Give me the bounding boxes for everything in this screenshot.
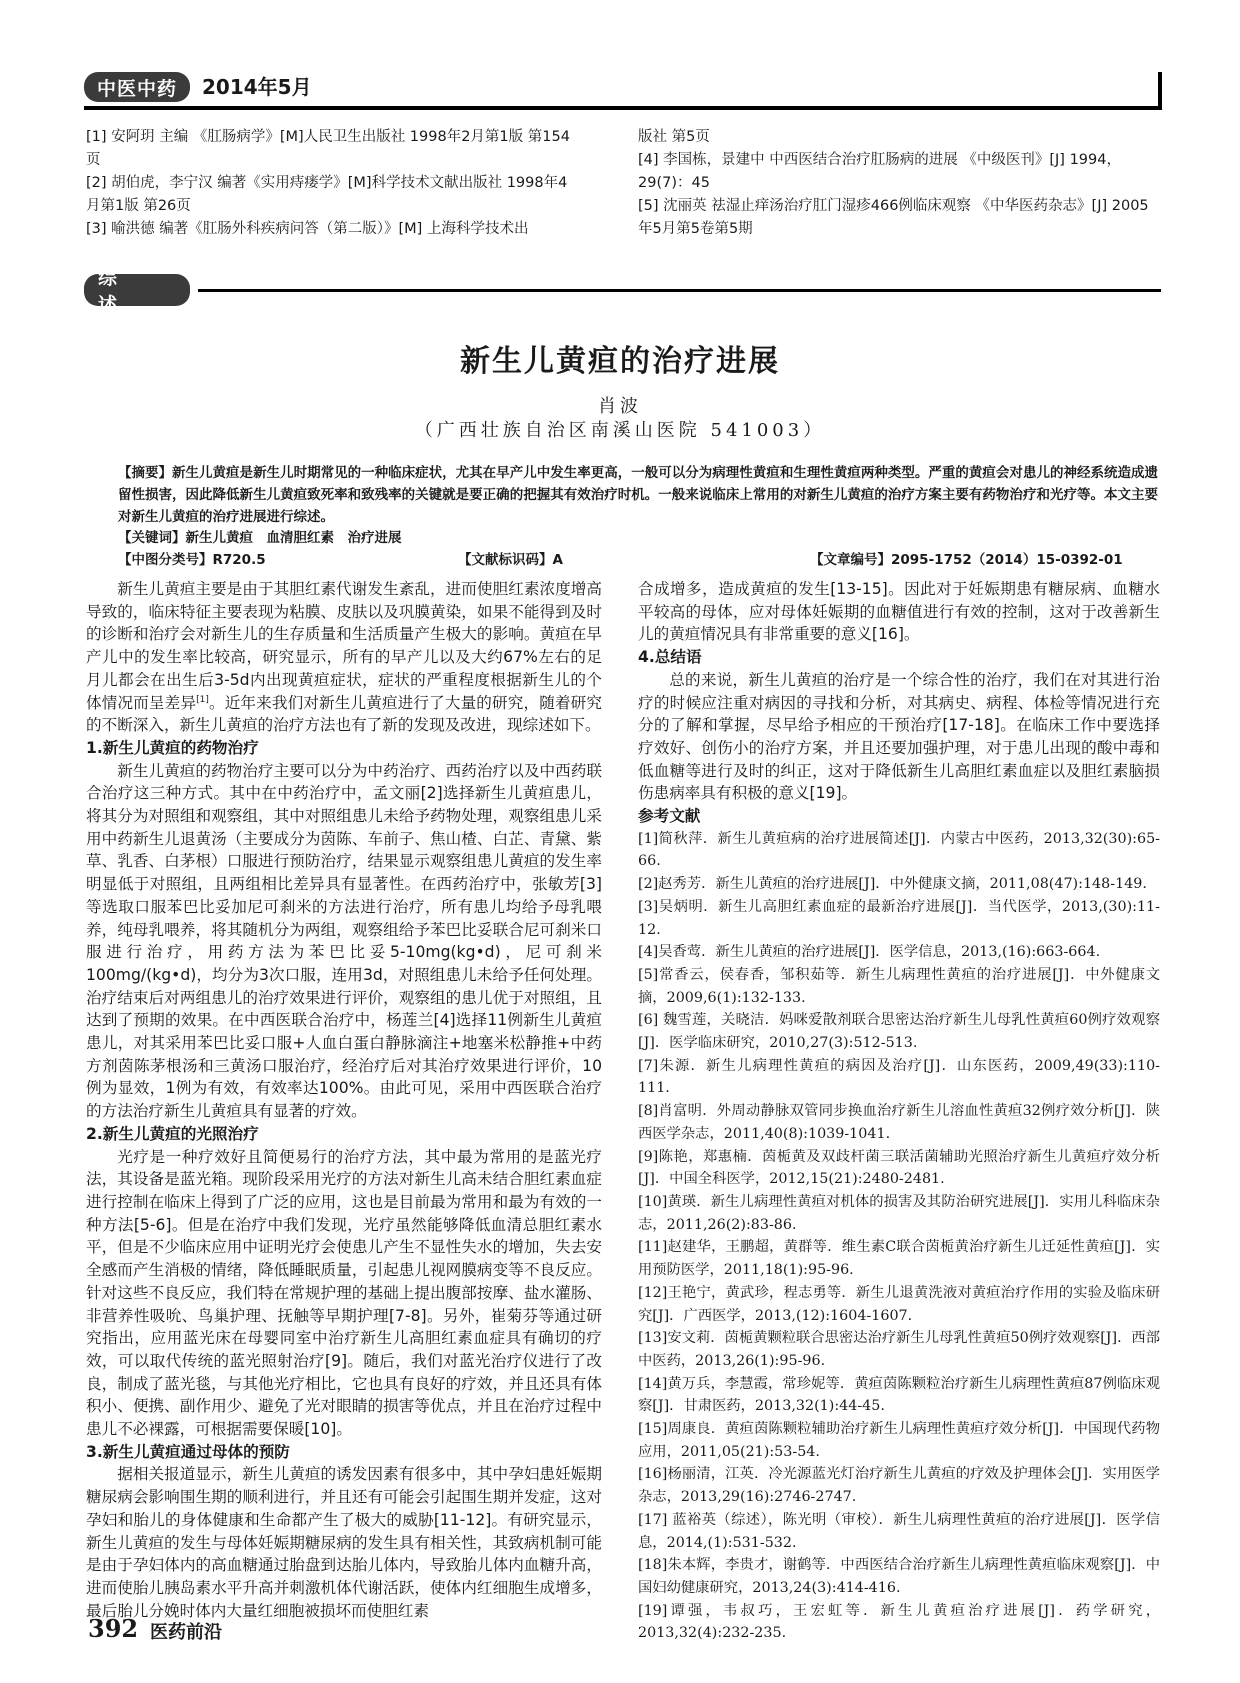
keywords: 【关键词】新生儿黄疸 血清胆红素 治疗进展 [118,530,402,546]
reference-list [638,828,1160,1645]
reference-item: [19]谭强，韦叔巧，王宏虹等．新生儿黄疸治疗进展[J]．药学研究，2013,32(4):232-235. [638,1602,1160,1642]
paragraph: 合成增多，造成黄疸的发生[13-15]。因此对于妊娠期患有糖尿病、血糖水平较高的母体，应对母体妊娠期的血糖值进行有效的控制，这对于改善新生儿的黄疸情况具有非常重要的意义[16]。 [638,580,1160,644]
paragraph: 总的来说，新生儿黄疸的治疗是一个综合性的治疗，我们在对其进行治疗的时候应注重对病因的寻找和分析，对其病史、病程、体检等情况进行充分的了解和掌握，尽早给予相应的干预治疗[17-18]。在临床工作中要选择疗效好、创伤小的治疗方案，并且还要加强护理，对于患儿出现的酸中毒和低血糖等进行及时的纠正，这对于降低新生儿高胆红素血症以及胆红素脑损伤患病率具有积极的意义[19]。 [638,670,1160,803]
reference-item: [17] 蓝裕英（综述），陈光明（审校）．新生儿病理性黄疸的治疗进展[J]．医学信息，2014,(1):531-532. [638,1511,1160,1551]
reference-item: [15]周康良．黄疸茵陈颗粒辅助治疗新生儿病理性黄疸疗效分析[J]．中国现代药物应用，2011,05(21):53-54. [638,1421,1160,1460]
classification-row [118,549,1158,571]
article-number: 【文章编号】2095-1752（2014）15-0392-01 [810,552,1123,568]
section-label-badge: 综述 [84,274,190,306]
clc-number: 【中图分类号】R720.5 [118,552,266,568]
header-rule-corner [1158,72,1162,110]
reference-item: [16]杨丽清，江英．冷光源蓝光灯治疗新生儿黄疸的疗效及护理体会[J]．实用医学杂志，2013,29(16):2746-2747. [638,1466,1160,1506]
reference-item: [11]赵建华，王鹏超，黄群等．维生素C联合茵栀黄治疗新生儿迁延性黄疸[J]．实用预防医学，2011,18(1):95-96. [638,1239,1160,1279]
reference-item: [1]简秋萍．新生儿黄疸病的治疗进展简述[J]．内蒙古中医药，2013,32(30):65-66. [638,830,1160,870]
reference-item: [9]陈艳，郑惠楠．茵栀黄及双歧杆菌三联活菌辅助光照治疗新生儿黄疸疗效分析[J]．中国全科医学，2012,15(21):2480-2481. [638,1148,1160,1188]
author-affiliation: （广西壮族自治区南溪山医院 541003） [414,420,826,441]
body-column-left [86,578,602,1622]
reference-item: [13]安文莉．茵栀黄颗粒联合思密达治疗新生儿母乳性黄疸50例疗效观察[J]．西部中医药，2013,26(1):95-96. [638,1330,1160,1369]
references-heading: 参考文献 [638,807,701,826]
reference-item: [7]朱源．新生儿病理性黄疸的病因及治疗[J]．山东医药，2009,49(33):110-111. [638,1057,1160,1097]
abstract: 【摘要】新生儿黄疸是新生儿时期常见的一种临床症状，尤其在早产儿中发生率更高，一般可以分为病理性黄疸和生理性黄疸两种类型。严重的黄疸会对患儿的神经系统造成遗留性损害，因此降低新生儿黄疸致死率和致残率的关键就是要正确的把握其有效治疗时机。一般来说临床上常用的对新生儿黄疸的治疗方案主要有药物治疗和光疗等。本文主要对新生儿黄疸的治疗进展进行综述。 [118,465,1158,525]
reference-item: [4]吴香莺．新生儿黄疸的治疗进展[J]．医学信息，2013,(16):663-664. [638,944,1101,961]
section-rule [198,289,1161,292]
body-column-right [638,578,1160,1645]
reference-item: [10]黄瑛．新生儿病理性黄疸对机体的损害及其防治研究进展[J]．实用儿科临床杂志，2011,26(2):83-86. [638,1193,1160,1233]
previous-article-refs-right [638,126,1162,241]
issue-date: 2014年5月 [202,75,312,99]
journal-section-badge: 中医中药 [84,72,190,102]
section-heading: 1.新生儿黄疸的药物治疗 [86,738,259,757]
reference-item: [14]黄万兵，李慧霞，常珍妮等．黄疸茵陈颗粒治疗新生儿病理性黄疸87例临床观察[J]．甘肃医药，2013,32(1):44-45. [638,1375,1160,1415]
reference-item: [3]吴炳明．新生儿高胆红素血症的最新治疗进展[J]．当代医学，2013,(30):11-12. [638,898,1160,938]
reference-item: [18]朱本辉，李贵才，谢鹤等．中西医结合治疗新生儿病理性黄疸临床观察[J]．中国妇幼健康研究，2013,24(3):414-416. [638,1557,1160,1596]
header-rule [84,106,1161,110]
article-author: 肖波 [598,396,642,417]
reference-item: [2] 胡伯虎，李宁汉 编著《实用痔瘘学》[M]科学技术文献出版社 1998年4月第1版 第26页 [86,175,568,214]
reference-item: [1] 安阿玥 主编 《肛肠病学》[M]人民卫生出版社 1998年2月第1版 第154页 [86,129,570,168]
reference-item: [4] 李国栋，景建中 中西医结合治疗肛肠病的进展 《中级医刊》[J] 1994，29(7)：45 [638,152,1121,191]
reference-item: [5]常香云，侯春香，邹积茹等．新生儿病理性黄疸的治疗进展[J]．中外健康文摘，2009,6(1):132-133. [638,966,1160,1006]
paragraph: 新生儿黄疸主要是由于其胆红素代谢发生紊乱，进而使胆红素浓度增高导致的，临床特征主要表现为粘膜、皮肤以及巩膜黄染，如果不能得到及时的诊断和治疗会对新生儿的生存质量和生活质量产生极大的影响。黄疸在早产儿中的发生率比较高，研究显示，所有的早产儿以及大约67%左右的足月儿都会在出生后3-5d内出现黄疸症状，症状的严重程度根据新生儿的个体情况而呈差异[1]。近年来我们对新生儿黄疸进行了大量的研究，随着研究的不断深入，新生儿黄疸的治疗方法也有了新的发现及改进，现综述如下。 [86,580,602,735]
paragraph: 新生儿黄疸的药物治疗主要可以分为中药治疗、西药治疗以及中西药联合治疗这三种方式。其中在中药治疗中，孟文丽[2]选择新生儿黄疸患儿，将其分为对照组和观察组，其中对照组患儿未给予药物处理，观察组患儿采用中药新生儿退黄汤（主要成分为茵陈、车前子、焦山楂、白芷、青黛、紫草、乳香、白茅根）口服进行预防治疗，结果显示观察组患儿黄疸的发生率明显低于对照组，且两组相比差异具有显著性。在西药治疗中，张敏芳[3]等选取口服苯巴比妥加尼可刹米的方法进行治疗，所有患儿均给予母乳喂养，纯母乳喂养，将其随机分为两组，观察组给予苯巴比妥联合尼可刹米口服进行治疗，用药方法为苯巴比妥5-10mg(kg•d)，尼可刹米100mg/(kg•d)，均分为3次口服，连用3d，对照组患儿未给予任何处理。治疗结束后对两组患儿的治疗效果进行评价，观察组的患儿优于对照组，且达到了预期的效果。在中西医联合治疗中，杨莲兰[4]选择11例新生儿黄疸患儿，对其采用苯巴比妥口服+人血白蛋白静脉滴注+地塞米松静推+中药方剂茵陈茅根汤和三黄汤口服治疗，经治疗后对其治疗效果进行评价，10例为显效，1例为有效，有效率达100%。由此可见，采用中西医联合治疗的方法治疗新生儿黄疸具有显著的疗效。 [86,761,602,1121]
reference-item: [3] 喻洪德 编著《肛肠外科疾病问答（第二版）》[M] 上海科学技术出 [86,221,529,237]
reference-item: [8]肖富明．外周动静脉双管同步换血治疗新生儿溶血性黄疸32例疗效分析[J]．陕西医学杂志，2011,40(8):1039-1041. [638,1103,1160,1142]
reference-item: [12]王艳宁，黄武珍，程志勇等．新生儿退黄洗液对黄疸治疗作用的实验及临床研究[J]．广西医学，2013,(12):1604-1607. [638,1284,1160,1324]
article-title: 新生儿黄疸的治疗进展 [460,344,780,379]
section-heading: 2.新生儿黄疸的光照治疗 [86,1124,259,1143]
paragraph: 光疗是一种疗效好且简便易行的治疗方法，其中最为常用的是蓝光疗法，其设备是蓝光箱。现阶段采用光疗的方法对新生儿高未结合胆红素血症进行控制在临床上得到了广泛的应用，这也是目前最为常用和最为有效的一种方法[5-6]。但是在治疗中我们发现，光疗虽然能够降低血清总胆红素水平，但是不少临床应用中证明光疗会使患儿产生不显性失水的增加，失去安全感而产生消极的情绪，降低睡眠质量，引起患儿视网膜病变等不良反应。针对这些不良反应，我们特在常规护理的基础上提出腹部按摩、盐水灌肠、非营养性吸吮、鸟巢护理、抚触等早期护理[7-8]。另外，崔菊芬等通过研究指出，应用蓝光床在母婴同室中治疗新生儿高胆红素血症具有确切的疗效，可以取代传统的蓝光照射治疗[9]。随后，我们对蓝光治疗仪进行了改良，制成了蓝光毯，与其他光疗相比，它也具有良好的疗效，并且还具有体积小、便携、副作用少、避免了光对眼睛的损害等优点，并且在治疗过程中患儿不必裸露，可根据需要保暖[10]。 [86,1147,602,1439]
previous-article-refs-left [86,126,576,241]
reference-item: [6] 魏雪莲，关晓洁．妈咪爱散剂联合思密达治疗新生儿母乳性黄疸60例疗效观察[J]．医学临床研究，2010,27(3):512-513. [638,1012,1160,1052]
section-heading: 4.总结语 [638,648,702,667]
reference-item: 版社 第5页 [638,129,710,145]
reference-item: [5] 沈丽英 祛湿止痒汤治疗肛门湿疹466例临床观察 《中华医药杂志》[J] 2005年5月第5卷第5期 [638,198,1149,237]
paragraph: 据相关报道显示，新生儿黄疸的诱发因素有很多中，其中孕妇患妊娠期糖尿病会影响围生期的顺利进行，并且还有可能会引起围生期并发症，这对孕妇和胎儿的身体健康和生命都产生了极大的威胁[11-12]。有研究显示，新生儿黄疸的发生与母体妊娠期糖尿病的发生具有相关性，其致病机制可能是由于孕妇体内的高血糖通过胎盘到达胎儿体内，导致胎儿体内血糖升高，进而使胎儿胰岛素水平升高并刺激机体代谢活跃，使体内红细胞生成增多，最后胎儿分娩时体内大量红细胞被损坏而使胆红素 [86,1465,602,1620]
reference-item: [2]赵秀芳．新生儿黄疸的治疗进展[J]．中外健康文摘，2011,08(47):148-149. [638,876,1147,893]
footer-journal-name: 医药前沿 [150,1622,222,1643]
section-heading: 3.新生儿黄疸通过母体的预防 [86,1442,290,1461]
document-code: 【文献标识码】A [458,552,563,568]
page-number: 392 [88,1614,139,1643]
